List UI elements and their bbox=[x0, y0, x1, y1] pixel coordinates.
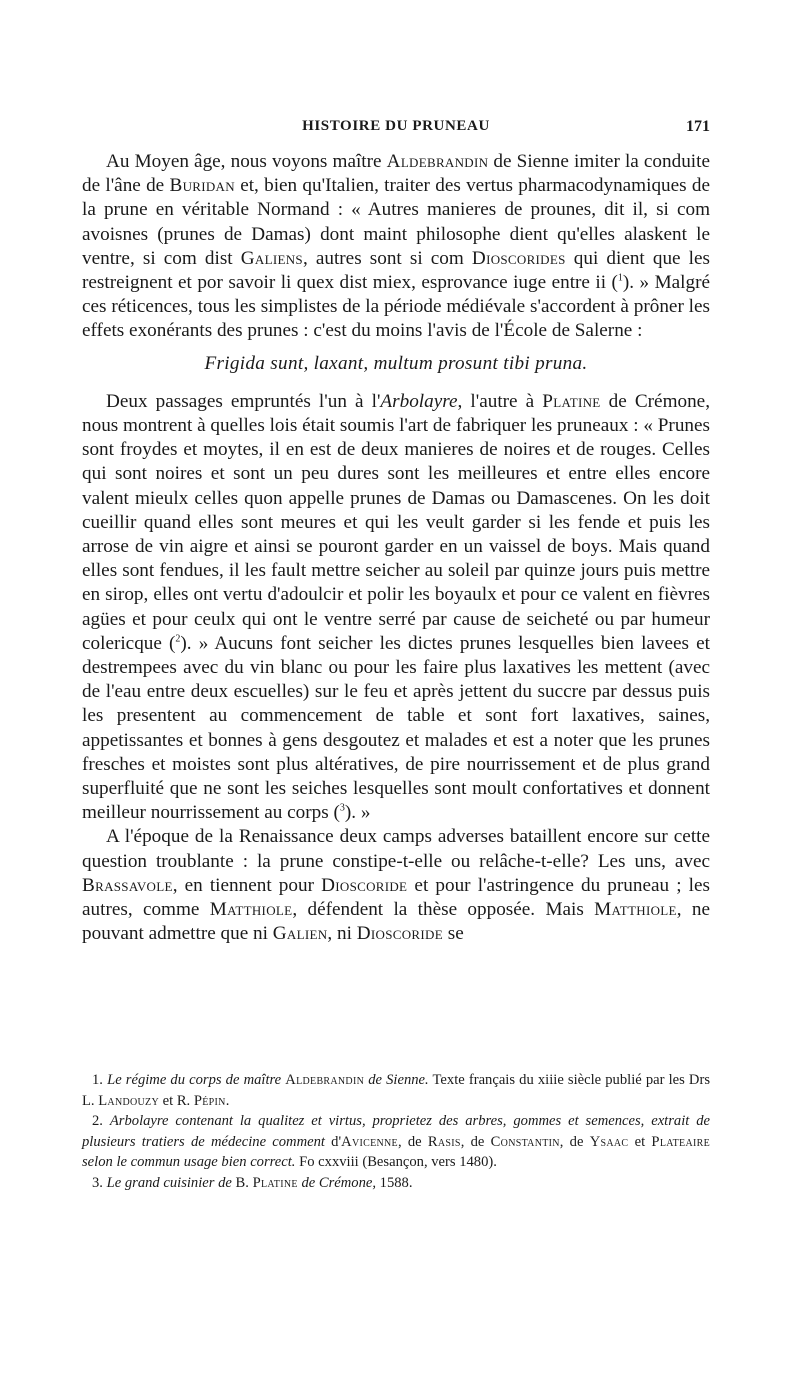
person-name: Matthiole bbox=[594, 899, 677, 921]
person-name: Aldebrandin bbox=[285, 1072, 365, 1088]
person-name: Matthiole bbox=[209, 899, 293, 921]
person-name: Dioscoride bbox=[356, 923, 443, 945]
person-name: Buridan bbox=[169, 175, 235, 197]
footnote-3: 3. Le grand cuisinier de B. Platine de Crémone, 1588. bbox=[92, 1174, 413, 1191]
person-name: Landouzy bbox=[98, 1092, 159, 1109]
footnote-1: 1. Le régime du corps de maître Aldebrandin de Sienne. Texte français du xiiie siècle publié par les Drs L. Landouzy et R. Pépin. bbox=[82, 1072, 711, 1109]
footnote-ref[interactable]: 2 bbox=[175, 633, 181, 645]
person-name: Rasis bbox=[427, 1133, 461, 1150]
footnote-ref[interactable]: 1 bbox=[617, 272, 623, 284]
body-text bbox=[82, 150, 710, 947]
running-title: HISTOIRE DU PRUNEAU bbox=[302, 118, 490, 134]
latin-quote: Frigida sunt, laxant, multum prosunt tibi pruna. bbox=[204, 352, 588, 374]
person-name: Platine bbox=[252, 1174, 298, 1191]
person-name: Plateaire bbox=[651, 1133, 710, 1150]
person-name: Brassavole bbox=[82, 874, 173, 896]
running-head bbox=[82, 118, 710, 142]
person-name: Pépin bbox=[193, 1092, 226, 1109]
paragraph-3: A l'époque de la Renaissance deux camps adverses bataillent encore sur cette question troublante : la prune constipe-t-elle ou relâche-t-elle? Les uns, avec Brassavole, en tiennent pour Dioscoride et pour l'astringence du pruneau ; les autres, comme Matthiole, défendent la thèse opposée. Mais Matthiole, ne pouvant admettre que ni Galien, ni Dioscoride se bbox=[82, 826, 710, 945]
person-name: Constantin bbox=[490, 1133, 560, 1150]
person-name: Aldebrandin bbox=[386, 151, 489, 172]
person-name: Galiens bbox=[240, 247, 303, 269]
person-name: Galien bbox=[272, 923, 328, 945]
book-title: Arbolayre bbox=[380, 390, 458, 412]
paragraph-2: Deux passages empruntés l'un à l'Arbolayre, l'autre à Platine de Crémone, nous montrent à quelles lois était soumis l'art de fabriquer les pruneaux : « Prunes sont froydes et moytes, il en est de deux manieres de noires et de rouges. Celles qui sont noires et sont un peu dures sont les meilleures et entre elles encore valent mieulx celles quon appelle prunes de Damas ou Damascenes. On les doit cueillir quand elles sont meures et qui les veult garder si les fende et puis les arrose de vin aigre et ainsi se pouront garder en un vaissel de boys. Mais quand elles sont fendues, il les fault mettre seicher au soleil par quinze jours puis mettre en sirop, elles ont vertu d'adoulcir et polir les boyaulx et pour ce valent en fièvres agües et pour ceulx qui ont le ventre serré par cause de seicheté ou par humeur colericque ($^2$). » Aucuns font seicher les dictes prunes lesquelles bien lavees et destrempees avec du vin blanc ou pour les faire plus laxatives les mettent (avec de l'eau entre deux escuelles) sur le feu et après jettent du succre par dessus puis les presentent au commencement de table et sont fort laxatives, saines, appetissantes et bonnes à gens desgoutez et malades et est a noter que les prunes fresches et moistes sont plus altératives, de pire nourrissement et de plus grand superfluité que ne sont les seiches lesquelles sont moult confortatives et donnent meilleur nourrissement au corps ($^3$). » bbox=[82, 390, 710, 824]
person-name: Platine bbox=[542, 390, 601, 412]
person-name: Avicenne bbox=[341, 1133, 398, 1150]
footnote-ref[interactable]: 3 bbox=[339, 802, 345, 814]
person-name: Ysaac bbox=[589, 1133, 629, 1150]
paragraph-1: Au Moyen âge, nous voyons maître Aldebrandin de Sienne imiter la conduite de l'âne de Buridan et, bien qu'Italien, traiter des vertus pharmacodynamiques de la prune en véritable Normand : « Autres manieres de prounes, dit il, si com avoisnes (prunes de Damas) dont maint philosophe dient qu'elles alaskent le ventre, si com dist Galiens, autres sont si com Dioscorides qui dient que les restreignent et por savoir li quex dist miex, esprovance iuge entre ii ($^1$). » Malgré ces réticences, tous les simplistes de la période médiévale s'accordent à prôner les effets exonérants des prunes : c'est du moins l'avis de l'École de Salerne : bbox=[82, 151, 711, 342]
person-name: Dioscorides bbox=[471, 247, 566, 269]
footnotes bbox=[82, 1070, 710, 1194]
page-number: 171 bbox=[686, 118, 710, 135]
footnote-2: 2. Arbolayre contenant la qualitez et virtus, proprietez des arbres, gommes et semences, extrait de plusieurs tratiers de médecine comment d'Avicenne, de Rasis, de Constantin, de Ysaac et Plateaire selon le commun usage bien correct. Fo cxxviii (Besançon, vers 1480). bbox=[82, 1113, 710, 1171]
person-name: Dioscoride bbox=[321, 874, 408, 896]
